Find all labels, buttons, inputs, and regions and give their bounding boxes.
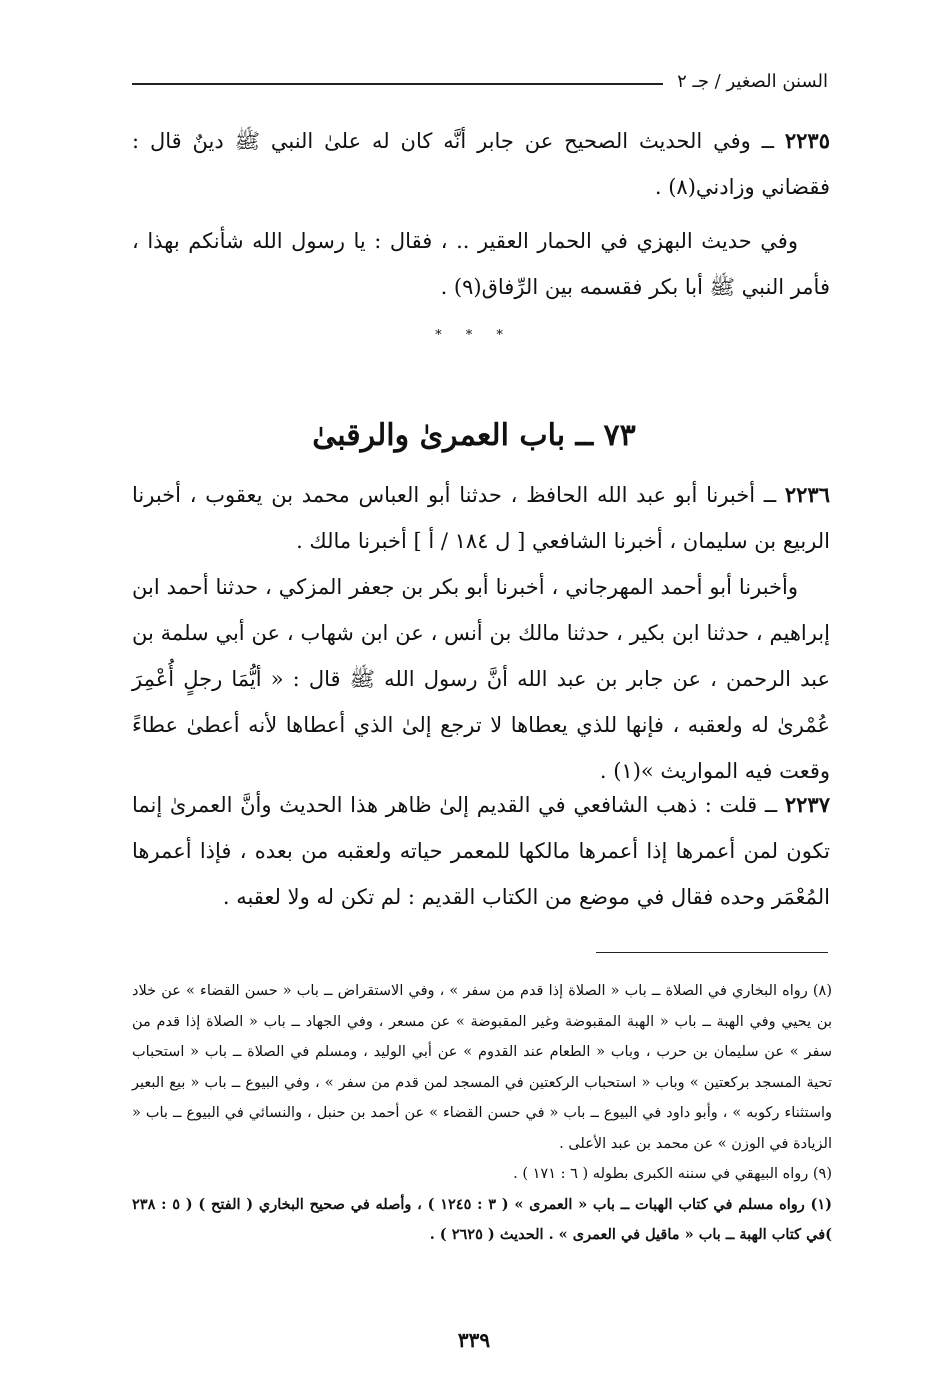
isnad-paragraph [132, 564, 830, 794]
hadith-text: ــ أخبرنا أبو عبد الله الحافظ ، حدثنا أبو العباس محمد بن يعقوب ، أخبرنا الربيع بن سليمان ، أخبرنا الشافعي [ ل ١٨٤ / أ ] أخبرنا مالك . [132, 483, 830, 553]
chapter-heading: ٧٣ ــ باب العمرىٰ والرقبىٰ [312, 418, 636, 453]
hadith-number: ٢٢٣٥ [784, 128, 830, 153]
page-number: ٣٣٩ [457, 1328, 491, 1352]
running-header [132, 66, 828, 96]
hadith-text: ــ قلت : ذهب الشافعي في القديم إلىٰ ظاهر هذا الحديث وأنَّ العمرىٰ إنما تكون لمن أعمرها إذا أعمرها مالكها للمعمر حياته ولعقبه من بعده ، فإذا أعمرها المُعْمَر وحده فقال في موضع من الكتاب القديم : لم تكن له ولا لعقبه . [132, 793, 830, 909]
section-separator: * * * [435, 328, 513, 343]
hadith-number: ٢٢٣٧ [784, 792, 830, 817]
hadith-2237 [132, 782, 830, 920]
footnote-1: (١) رواه مسلم في كتاب الهبات ــ باب « العمرى » ( ٣ : ١٢٤٥ ) ، وأصله في صحيح البخاري ( الفتح ) ( ٥ : ٢٣٨ )في كتاب الهبة ــ باب « ماقيل في العمرى » . الحديث ( ٢٦٢٥ ) . [132, 1195, 833, 1243]
running-title: السنن الصغير / جـ ٢ [677, 70, 828, 92]
paragraph-text: وفي حديث البهزي في الحمار العقير .. ، فقال : يا رسول الله شأنكم بهذا ، فأمر النبي ﷺ أبا بكر فقسمه بين الرِّفاق(٩) . [132, 229, 830, 299]
paragraph-text: وأخبرنا أبو أحمد المهرجاني ، أخبرنا أبو بكر بن جعفر المزكي ، حدثنا أحمد ابن إبراهيم ، حدثنا ابن بكير ، حدثنا مالك بن أنس ، عن ابن شهاب ، عن أبي سلمة بن عبد الرحمن ، عن جابر بن عبد الله أنَّ رسول الله ﷺ قال : « أيُّمَا رجلٍ أُعْمِرَ عُمْرىٰ له ولعقبه ، فإنها للذي يعطاها لا ترجع إلىٰ الذي أعطاها لأنه أعطىٰ عطاءً وقعت فيه المواريث »(١) . [132, 575, 830, 783]
footnote-9: (٩) رواه البيهقي في سننه الكبرى بطوله ( ٦ : ١٧١ ) . [513, 1166, 832, 1182]
footnote-8: (٨) رواه البخاري في الصلاة ــ باب « الصلاة إذا قدم من سفر » ، وفي الاستقراض ــ باب « حسن القضاء » عن خلاد بن يحيي وفي الهبة ــ باب « الهبة المقبوضة وغير المقبوضة » عن مسعر ، وفي الجهاد ــ باب « الصلاة إذا قدم من سفر » عن سليمان بن حرب ، وباب « الطعام عند القدوم » عن أبي الوليد ، ومسلم في الصلاة ــ باب « استحباب تحية المسجد بركعتين » وباب « استحباب الركعتين في المسجد لمن قدم من سفر » ، وفي البيوع ــ باب « بيع البعير واستثناء ركوبه » ، وأبو داود في البيوع ــ باب « في حسن القضاء » عن أحمد بن حنبل ، والنسائي في البيوع ــ باب « الزيادة في الوزن » عن محمد بن عبد الأعلى . [132, 983, 832, 1152]
hadith-2235 [132, 118, 830, 210]
header-rule [132, 83, 663, 85]
bahzi-paragraph [132, 218, 830, 310]
hadith-2236 [132, 472, 830, 564]
footnote-rule [596, 952, 828, 953]
hadith-number: ٢٢٣٦ [784, 482, 830, 507]
hadith-text: ــ وفي الحديث الصحيح عن جابر أنَّه كان له علىٰ النبي ﷺ دينٌ قال : فقضاني وزادني(٨) . [132, 129, 830, 199]
footnotes [132, 976, 832, 1251]
